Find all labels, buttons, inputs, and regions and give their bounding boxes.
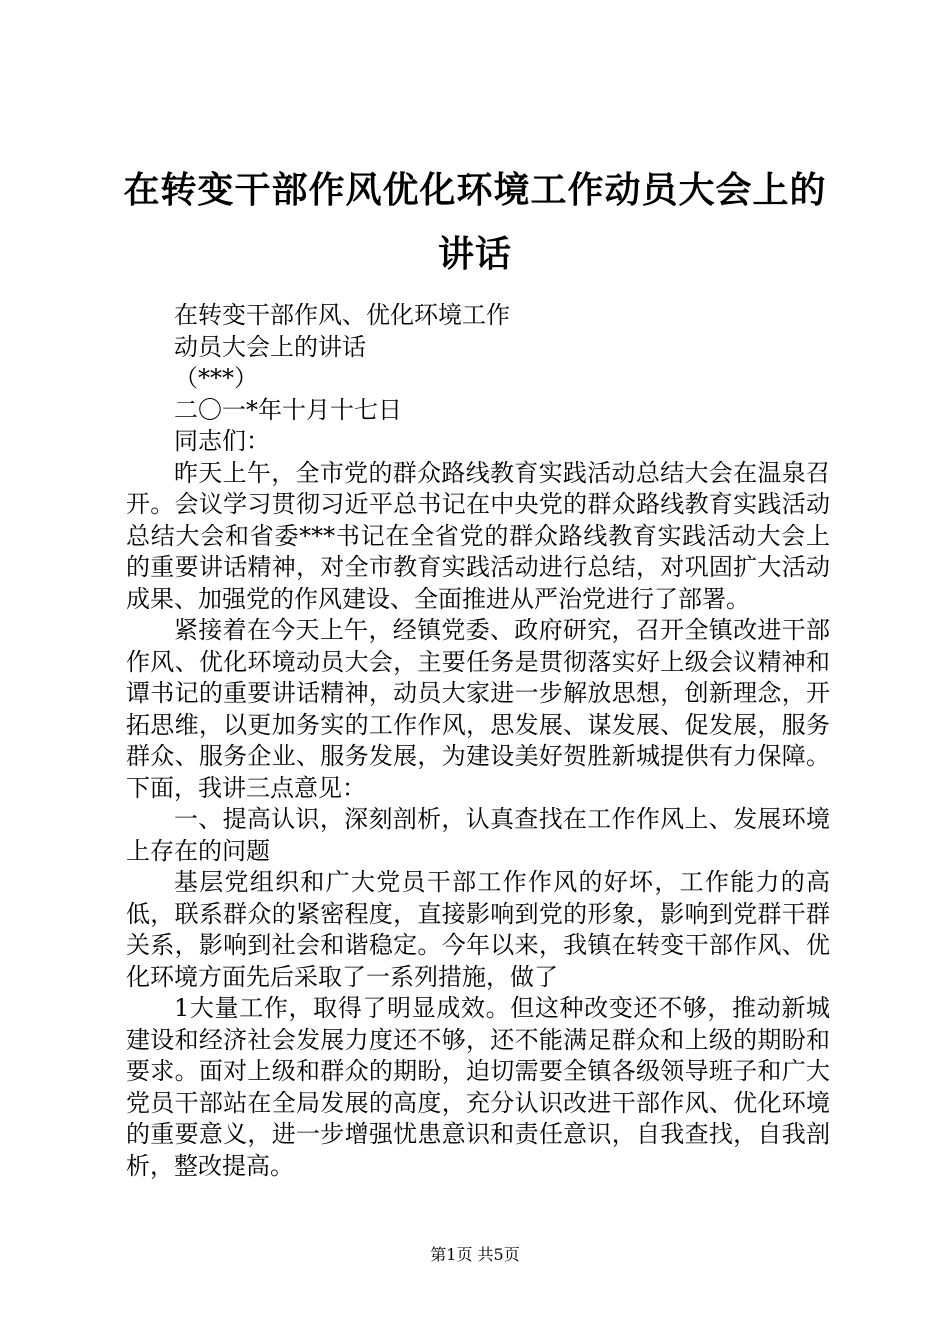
heading-line-2: 动员大会上的讲话 (174, 332, 366, 361)
paragraph: 1大量工作，取得了明显成效。但这种改变还不够，推动新城建设和经济社会发展力度还不够，还不能满足群众和上级的期盼和要求。面对上级和群众的期盼，迫切需要全镇各级领导班子和广大党员干部站在全局发展的高度，充分认识改进干部作风、优化环境的重要意义，进一步增强忧患意识和责任意识，自我查找，自我剖析，整改提高。 (126, 994, 830, 1180)
author-line: （***） (174, 364, 258, 392)
paragraph: 昨天上午，全市党的群众路线教育实践活动总结大会在温泉召开。会议学习贯彻习近平总书记在中央党的群众路线教育实践活动总结大会和省委***书记在全省党的群众路线教育实践活动大会上的重要讲话精神，对全市教育实践活动进行总结，对巩固扩大活动成果、加强党的作风建设、全面推进从严治党进行了部署。 (126, 458, 830, 613)
section-heading: 一、提高认识，深刻剖析，认真查找在工作作风上、发展环境上存在的问题 (126, 805, 830, 865)
page-footer: 第1页 共5页 (430, 1245, 520, 1264)
salutation: 同志们： (174, 427, 270, 455)
document-body (126, 300, 830, 1182)
paragraph: 基层党组织和广大党员干部工作作风的好坏，工作能力的高低，联系群众的紧密程度，直接影响到党的形象，影响到党群干群关系，影响到社会和谐稳定。今年以来，我镇在转变干部作风、优化环境方面先后采取了一系列措施，做了 (126, 868, 830, 991)
heading-line-1: 在转变干部作风、优化环境工作 (174, 301, 510, 329)
date-line: 二〇一*年十月十七日 (174, 395, 402, 424)
paragraph: 紧接着在今天上午，经镇党委、政府研究，召开全镇改进干部作风、优化环境动员大会，主要任务是贯彻落实好上级会议精神和谭书记的重要讲话精神，动员大家进一步解放思想，创新理念，开拓思维，以更加务实的工作作风，思发展、谋发展、促发展，服务群众、服务企业、服务发展，为建设美好贺胜新城提供有力保障。下面，我讲三点意见： (126, 616, 830, 802)
document-title: 在转变干部作风优化环境工作动员大会上的讲话 (123, 169, 827, 275)
